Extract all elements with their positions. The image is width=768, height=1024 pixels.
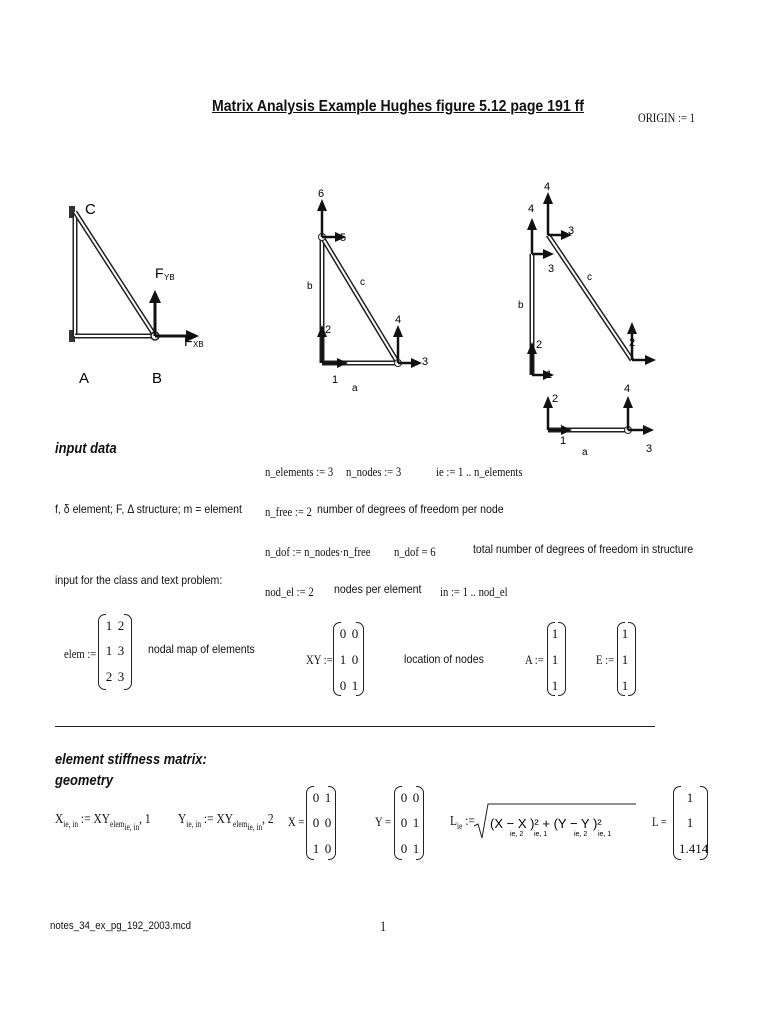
element-dof-figure <box>512 180 672 465</box>
dof-3-label: 3 <box>422 356 429 368</box>
elem-label: elem := <box>64 646 97 661</box>
ie-range-def: ie := 1 .. n_elements <box>436 464 523 479</box>
n-dof-def: n_dof := n_nodes·n_free <box>265 544 371 559</box>
svg-text:b: b <box>518 300 524 311</box>
label-fxb-sub: XB <box>193 340 204 349</box>
svg-text:ie, 2: ie, 2 <box>510 831 524 838</box>
member-c-label: c <box>360 277 365 288</box>
stiffness-heading: element stiffness matrix: <box>55 751 207 768</box>
legend-text: f, δ element; F, Δ structure; m = element <box>55 502 242 516</box>
svg-text:ie, 1: ie, 1 <box>534 831 548 838</box>
svg-text:3: 3 <box>568 225 575 237</box>
svg-text:4: 4 <box>544 181 551 193</box>
svg-text:4: 4 <box>528 203 535 215</box>
svg-text:2: 2 <box>552 393 559 405</box>
nod-el-desc: nodes per element <box>334 582 422 596</box>
svg-text:c: c <box>587 272 592 283</box>
label-b: B <box>152 370 163 387</box>
svg-text:4: 4 <box>624 383 631 395</box>
x-label: X = <box>288 814 305 829</box>
member-a-label: a <box>352 383 358 394</box>
xy-desc: location of nodes <box>404 652 484 666</box>
footer-filename: notes_34_ex_pg_192_2003.mcd <box>50 920 192 932</box>
page-title: Matrix Analysis Example Hughes figure 5.12 page 191 ff <box>212 98 584 115</box>
origin-statement: ORIGIN := 1 <box>638 110 695 125</box>
dof-4-label: 4 <box>395 314 402 326</box>
member-b-label: b <box>307 281 313 292</box>
y-label: Y = <box>375 814 391 829</box>
svg-text:a: a <box>582 447 588 458</box>
structure-figure <box>55 190 215 390</box>
input-data-heading: input data <box>55 440 117 457</box>
svg-text:1: 1 <box>546 369 553 381</box>
svg-text:ie, 2: ie, 2 <box>574 831 588 838</box>
n-dof-value: n_dof = 6 <box>394 544 436 559</box>
svg-text:ie, 1: ie, 1 <box>598 831 612 838</box>
n-free-desc: number of degrees of freedom per node <box>317 502 504 516</box>
dof-5-label: 5 <box>340 232 347 244</box>
n-free-def: n_free := 2 <box>265 504 312 519</box>
svg-text:2: 2 <box>536 339 543 351</box>
svg-text:3: 3 <box>646 443 653 455</box>
svg-text:2: 2 <box>629 337 636 349</box>
section-divider <box>55 726 655 727</box>
n-dof-desc: total number of degrees of freedom in structure <box>473 542 694 556</box>
label-a: A <box>79 370 90 387</box>
page-number: 1 <box>380 919 387 935</box>
n-nodes-def: n_nodes := 3 <box>346 464 402 479</box>
l-formula-expr: (X − X )² + (Y − Y )² <box>490 816 602 831</box>
dof-6-label: 6 <box>318 188 325 200</box>
label-c: C <box>85 201 96 218</box>
label-fyb-sub: YB <box>164 273 175 282</box>
dof-figure <box>298 185 443 400</box>
e-label: E := <box>596 652 615 667</box>
dof-1-label: 1 <box>332 374 339 386</box>
l-label: L = <box>652 814 667 829</box>
geometry-heading: geometry <box>55 772 114 789</box>
svg-text:1: 1 <box>560 435 567 447</box>
dof-2-label: 2 <box>325 324 332 336</box>
l-definition: $L_{ie}$ := <box>450 814 475 831</box>
y-definition: $Y_{ie, in}$ := $XY_{elem_{ie, in}}$, 2 <box>178 812 274 832</box>
in-range-def: in := 1 .. nod_el <box>440 584 508 599</box>
svg-text:3: 3 <box>548 263 555 275</box>
x-definition: $X_{ie, in}$ := $XY_{elem_{ie, in}}$, 1 <box>55 812 151 832</box>
xy-label: XY := <box>306 652 333 667</box>
label-fyb: F <box>155 265 164 281</box>
elem-desc: nodal map of elements <box>148 642 255 656</box>
n-elements-def: n_elements := 3 <box>265 464 334 479</box>
label-fxb: F <box>184 333 193 349</box>
class-input-text: input for the class and text problem: <box>55 573 223 587</box>
a-label: A := <box>525 652 544 667</box>
nod-el-def: nod_el := 2 <box>265 584 314 599</box>
l-formula <box>470 800 640 844</box>
